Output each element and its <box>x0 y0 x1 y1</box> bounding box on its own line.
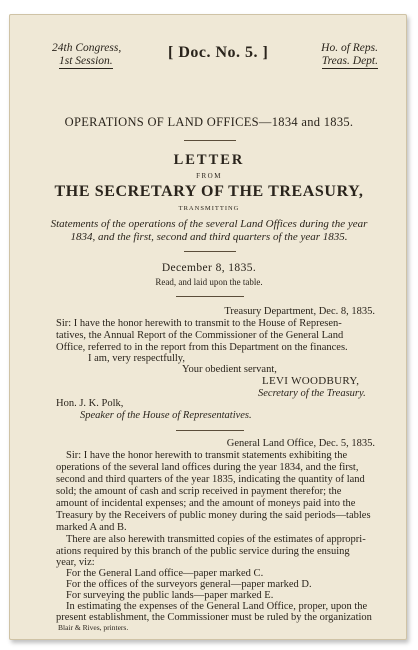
letter1-addressee: Hon. J. K. Polk, <box>56 398 124 409</box>
dept-label: Treas. Dept. <box>321 55 378 67</box>
letter2-line: In estimating the expenses of the General Land Office, proper, upon the <box>66 601 368 612</box>
letter1-signer-title: Secretary of the Treasury. <box>258 388 366 399</box>
letter2-line: marked A and B. <box>56 522 127 533</box>
letter2-line: ations required by this branch of the public service during the ensuing <box>56 546 350 557</box>
secretary-heading: THE SECRETARY OF THE TREASURY, <box>54 183 364 200</box>
letter1-closing: I am, very respectfully, <box>88 353 185 364</box>
letter2-line: There are also herewith transmitted copies of the estimates of appropri- <box>66 534 366 545</box>
divider <box>176 430 244 431</box>
document-title: OPERATIONS OF LAND OFFICES—1834 and 1835. <box>64 115 354 129</box>
transmitting-label: TRANSMITTING <box>178 205 240 212</box>
printer-imprint: Blair & Rives, printers. <box>58 623 129 632</box>
letter2-line: present establishment, the Commissioner must be ruled by the organization <box>56 612 372 623</box>
doc-number: [ Doc. No. 5. ] <box>168 44 269 61</box>
letter1-line: Sir: I have the honor herewith to transmit to the House of Represen- <box>56 318 342 329</box>
letter-heading: LETTER <box>173 152 245 168</box>
letter2-line: For surveying the public lands—paper marked E. <box>66 590 274 601</box>
letter1-place-date: Treasury Department, Dec. 8, 1835. <box>224 306 375 317</box>
congress-session-label <box>52 42 121 68</box>
letter1-line: Office, referred to in the report from this Department on the finances. <box>56 342 348 353</box>
letter2-line: Sir: I have the honor herewith to transmit statements exhibiting the <box>66 450 348 461</box>
statements-subtitle <box>0 218 418 244</box>
letter1-addressee-title: Speaker of the House of Representatives. <box>80 410 252 421</box>
statements-line: Statements of the operations of the several Land Offices during the year <box>50 218 368 230</box>
congress-label: 24th Congress, <box>52 42 122 54</box>
letter2-line: Treasury by the Receivers of public money during the said periods—tables <box>56 510 371 521</box>
letter2-line: amount of incidental expenses; and the amount of moneys paid into the <box>56 498 356 509</box>
session-label: 1st Session. <box>59 55 113 67</box>
house-label: Ho. of Reps. <box>321 42 378 54</box>
letter2-line: year, viz: <box>56 557 95 568</box>
letter2-line: For the offices of the surveyors general—paper marked D. <box>66 579 312 590</box>
house-dept-label <box>321 42 378 68</box>
divider <box>184 140 236 141</box>
letter1-closing: Your obedient servant, <box>182 364 277 375</box>
divider <box>184 251 236 252</box>
letter2-line: second and third quarters of the year 1835, indicating the quantity of land <box>56 474 365 485</box>
letter2-place-date: General Land Office, Dec. 5, 1835. <box>226 438 375 449</box>
date-line: December 8, 1835. <box>161 262 257 274</box>
divider <box>176 296 244 297</box>
letter1-signer: LEVI WOODBURY, <box>262 375 360 387</box>
statements-line: 1834, and the first, second and third quarters of the year 1835. <box>70 231 348 243</box>
from-label: FROM <box>196 172 222 180</box>
letter2-line: operations of the several land offices during the year 1834, and the first, <box>56 462 359 473</box>
letter2-line: For the General Land office—paper marked C. <box>66 568 264 579</box>
letter2-line: sold; the amount of cash and scrip received in payment therefor; the <box>56 486 342 497</box>
letter1-line: tatives, the Annual Report of the Commissioner of the General Land <box>56 330 344 341</box>
read-note: Read, and laid upon the table. <box>155 277 263 287</box>
